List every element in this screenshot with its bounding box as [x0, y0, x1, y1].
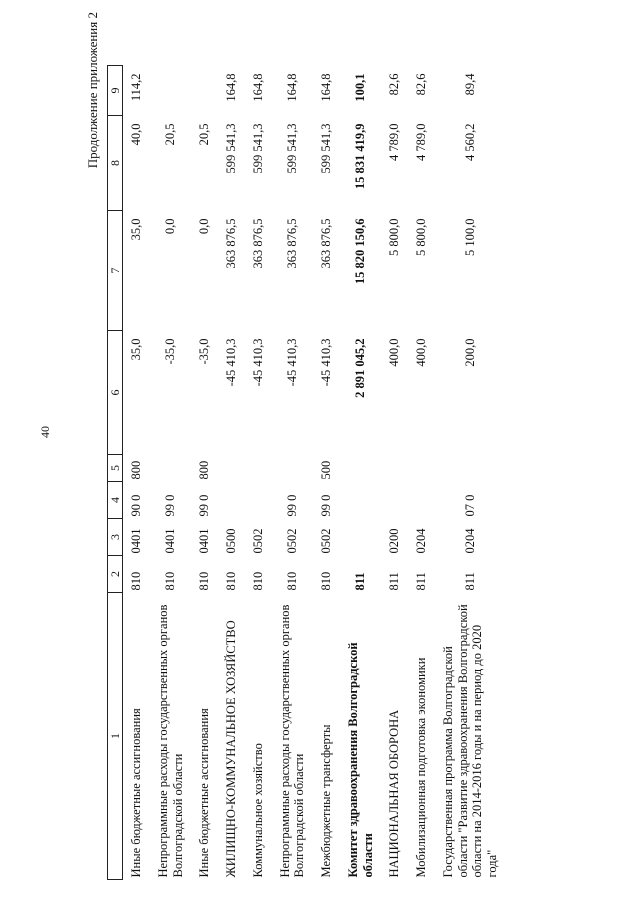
amount-plan: 363 876,5: [250, 218, 265, 269]
percent: [191, 66, 218, 116]
expense-type: [381, 455, 408, 482]
row-name: Мобилизационная подготовка экономики: [414, 657, 429, 878]
expense-type: [272, 455, 314, 482]
section-code: 0401: [197, 528, 212, 554]
section-code: 0204: [414, 528, 429, 554]
amount-plan: 0,0: [197, 218, 212, 235]
percent: 114,2: [129, 73, 144, 102]
page-number: 40: [38, 426, 52, 438]
amount-change: 200,0: [463, 338, 478, 367]
row-name: Комитет здравоохранения Волгоградской области: [345, 642, 375, 878]
table-row: [123, 66, 150, 880]
amount-actual: 4 789,0: [387, 123, 402, 161]
ministry-code: 810: [197, 571, 212, 591]
expense-type: [150, 455, 192, 482]
amount-plan: 5 100,0: [463, 218, 478, 256]
amount-actual: 599 541,3: [285, 123, 300, 174]
table-row: [340, 66, 382, 880]
amount-change: -45 410,3: [224, 338, 239, 387]
row-name: Коммунальное хозяйство: [250, 743, 265, 878]
percent: 82,6: [387, 73, 402, 96]
amount-change: 400,0: [414, 338, 429, 367]
amount-plan: 363 876,5: [319, 218, 334, 269]
expense-type: [435, 455, 506, 482]
table-row: [150, 66, 192, 880]
percent: 164,8: [224, 73, 239, 102]
row-name: Непрограммные расходы государственных органов Волгоградской области: [155, 604, 185, 878]
amount-change: -35,0: [197, 338, 212, 365]
header-row: [108, 66, 123, 880]
table-row: [191, 66, 218, 880]
amount-change: -35,0: [163, 338, 178, 365]
ministry-code: 810: [250, 571, 265, 591]
ministry-code: 810: [163, 571, 178, 591]
program-code: 99 0: [319, 494, 334, 517]
program-code: 07 0: [463, 494, 478, 517]
percent: 89,4: [463, 73, 478, 96]
table-row: [218, 66, 245, 880]
section-code: 0204: [463, 528, 478, 554]
budget-table: [107, 65, 506, 880]
continuation-label: Продолжение приложения 2: [85, 12, 100, 169]
expense-type: 800: [129, 460, 144, 480]
rotated-content: [85, 12, 630, 880]
ministry-code: 811: [353, 572, 368, 591]
amount-actual: 20,5: [163, 123, 178, 146]
expense-type: [245, 455, 272, 482]
amount-change: -45 410,3: [319, 338, 334, 387]
row-name: Межбюджетные трансферты: [319, 724, 334, 878]
amount-plan: 363 876,5: [224, 218, 239, 269]
amount-change: -45 410,3: [250, 338, 265, 387]
col-header: 7: [108, 211, 123, 331]
amount-plan: 35,0: [129, 218, 144, 241]
row-name: Иные бюджетные ассигнования: [129, 708, 144, 878]
ministry-code: 811: [463, 572, 478, 591]
col-header: 9: [108, 66, 123, 116]
expense-type: [218, 455, 245, 482]
expense-type: 800: [197, 460, 212, 480]
col-header: 1: [108, 593, 123, 880]
table-row: [408, 66, 435, 880]
table-row: [272, 66, 314, 880]
amount-actual: 599 541,3: [250, 123, 265, 174]
expense-type: 500: [319, 460, 334, 480]
expense-type: [408, 455, 435, 482]
percent: [150, 66, 192, 116]
amount-actual: 599 541,3: [224, 123, 239, 174]
table-row: [245, 66, 272, 880]
ministry-code: 811: [414, 572, 429, 591]
amount-plan: 0,0: [163, 218, 178, 235]
program-code: [218, 482, 245, 519]
amount-actual: 20,5: [197, 123, 212, 146]
amount-change: -45 410,3: [285, 338, 300, 387]
program-code: [245, 482, 272, 519]
col-header: 6: [108, 331, 123, 455]
section-code: 0502: [250, 528, 265, 554]
amount-plan: 15 820 150,6: [353, 218, 368, 285]
ministry-code: 810: [285, 571, 300, 591]
program-code: 99 0: [285, 494, 300, 517]
row-name: Государственная программа Волгоградской области "Развитие здравоохранения Волгоградской области на 2014-2016 годы и на период до 2020 года": [440, 604, 500, 878]
table-row: [381, 66, 408, 880]
ministry-code: 810: [224, 571, 239, 591]
col-header: 8: [108, 116, 123, 211]
section-code: 0500: [224, 528, 239, 554]
program-code: [381, 482, 408, 519]
section-code: 0401: [163, 528, 178, 554]
percent: 164,8: [319, 73, 334, 102]
amount-actual: 599 541,3: [319, 123, 334, 174]
percent: 82,6: [414, 73, 429, 96]
program-code: 99 0: [197, 494, 212, 517]
amount-change: 2 891 045,2: [353, 338, 368, 398]
section-code: 0401: [129, 528, 144, 554]
col-header: 5: [108, 455, 123, 482]
ministry-code: 811: [387, 572, 402, 591]
table-row: [435, 66, 506, 880]
percent: 100,1: [353, 73, 368, 102]
expense-type: [340, 455, 382, 482]
program-code: 99 0: [163, 494, 178, 517]
section-code: 0502: [319, 528, 334, 554]
program-code: [340, 482, 382, 519]
amount-plan: 5 800,0: [414, 218, 429, 256]
percent: 164,8: [285, 73, 300, 102]
ministry-code: 810: [319, 571, 334, 591]
row-name: Иные бюджетные ассигнования: [197, 708, 212, 878]
section-code: [340, 519, 382, 556]
row-name: ЖИЛИЩНО-КОММУНАЛЬНОЕ ХОЗЯЙСТВО: [224, 620, 239, 878]
amount-actual: 40,0: [129, 123, 144, 146]
ministry-code: 810: [129, 571, 144, 591]
amount-actual: 4 560,2: [463, 123, 478, 161]
col-header: 3: [108, 519, 123, 556]
amount-change: 35,0: [129, 338, 144, 361]
amount-actual: 4 789,0: [414, 123, 429, 161]
amount-plan: 363 876,5: [285, 218, 300, 269]
amount-change: 400,0: [387, 338, 402, 367]
table-row: [313, 66, 340, 880]
amount-plan: 5 800,0: [387, 218, 402, 256]
section-code: 0200: [387, 528, 402, 554]
amount-actual: 15 831 419,9: [353, 123, 368, 190]
section-code: 0502: [285, 528, 300, 554]
row-name: НАЦИОНАЛЬНАЯ ОБОРОНА: [387, 709, 402, 878]
percent: 164,8: [250, 73, 265, 102]
col-header: 2: [108, 556, 123, 593]
col-header: 4: [108, 482, 123, 519]
program-code: 90 0: [129, 494, 144, 517]
program-code: [408, 482, 435, 519]
row-name: Непрограммные расходы государственных органов Волгоградской области: [277, 604, 307, 878]
